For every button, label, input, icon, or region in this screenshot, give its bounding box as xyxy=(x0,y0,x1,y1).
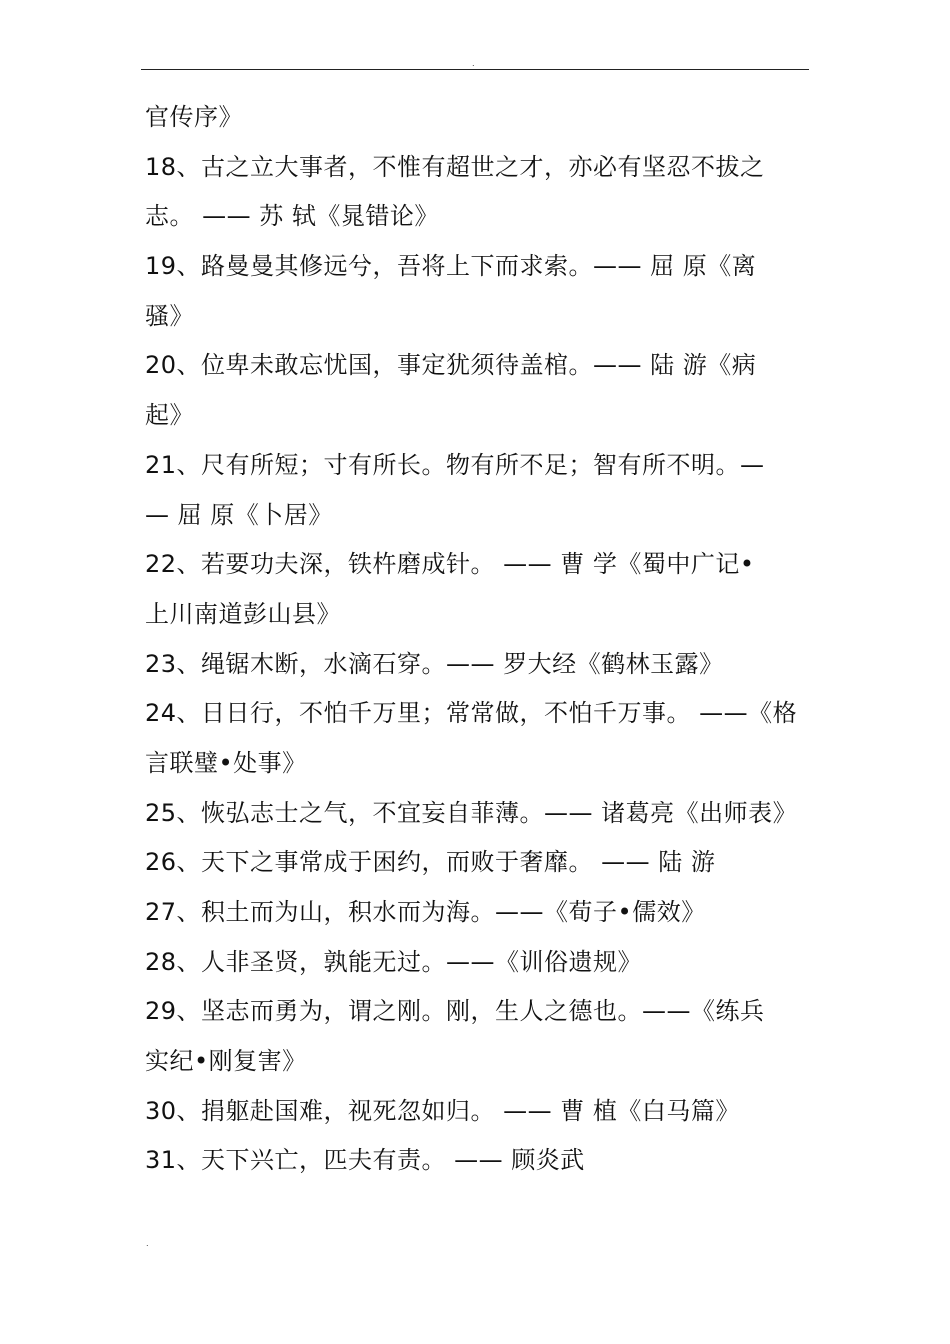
text-line: 25、恢弘志士之气，不宜妄自菲薄。—— 诸葛亮《出师表》 xyxy=(145,798,798,827)
text-line: 26、天下之事常成于困约，而败于奢靡。 —— 陆 游 xyxy=(145,848,716,877)
text-line: 21、尺有所短；寸有所长。物有所不足；智有所不明。— xyxy=(145,450,765,479)
text-line: — 屈 原《卜居》 xyxy=(145,500,333,529)
text-line: 31、天下兴亡，匹夫有责。 —— 顾炎武 xyxy=(145,1146,585,1175)
quotes-body xyxy=(145,93,813,1186)
text-line: 19、路曼曼其修远兮，吾将上下而求索。—— 屈 原《离 xyxy=(145,252,757,281)
text-line: 官传序》 xyxy=(145,103,243,131)
text-line: 22、若要功夫深，铁杵磨成针。 —— 曹 学《蜀中广记• xyxy=(145,550,755,579)
text-line: 骚》 xyxy=(145,301,194,330)
text-line: 实纪•刚复害》 xyxy=(145,1047,307,1076)
text-line: 18、古之立大事者，不惟有超世之才，亦必有坚忍不拔之 xyxy=(145,152,765,181)
header-rule xyxy=(141,69,809,70)
text-line: 29、坚志而勇为，谓之刚。刚，生人之德也。——《练兵 xyxy=(145,997,765,1026)
text-line: 起》 xyxy=(145,401,194,430)
text-line: 23、绳锯木断，水滴石穿。—— 罗大经《鹤林玉露》 xyxy=(145,649,724,678)
header-marker: . xyxy=(472,59,475,68)
footer-marker: . xyxy=(146,1239,149,1248)
text-line: 24、日日行，不怕千万里；常常做，不怕千万事。 ——《格 xyxy=(145,699,798,728)
text-line: 30、捐躯赴国难，视死忽如归。 —— 曹 植《白马篇》 xyxy=(145,1096,740,1125)
text-line: 言联璧•处事》 xyxy=(145,748,307,777)
text-line: 28、人非圣贤，孰能无过。——《训俗遗规》 xyxy=(145,947,643,976)
text-line: 27、积土而为山，积水而为海。——《荀子•儒效》 xyxy=(145,898,706,926)
text-line: 20、位卑未敢忘忧国，事定犹须待盖棺。—— 陆 游《病 xyxy=(145,351,757,380)
text-line: 上川南道彭山县》 xyxy=(145,599,341,628)
text-line: 志。 —— 苏 轼《晁错论》 xyxy=(145,202,439,231)
